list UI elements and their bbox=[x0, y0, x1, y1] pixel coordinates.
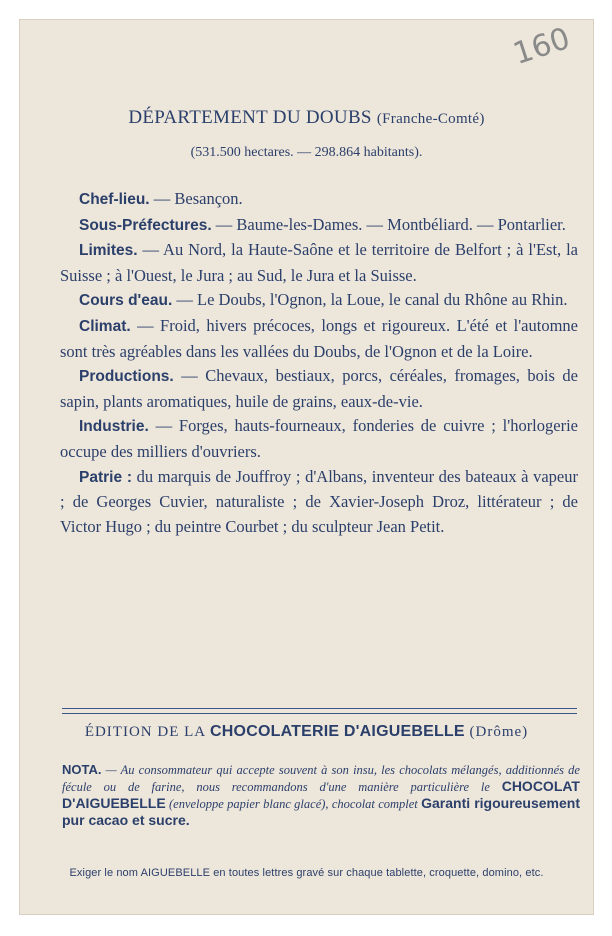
entry-term: Cours d'eau. bbox=[79, 292, 173, 310]
nota-brand: CHOCOLAT D'AIGUEBELLE bbox=[62, 778, 580, 811]
edition-brand: CHOCOLATERIE D'AIGUEBELLE bbox=[210, 723, 465, 740]
entry-text: — Le Doubs, l'Ognon, la Loue, le canal du Rhône au Rhin. bbox=[172, 290, 568, 310]
entry-patrie bbox=[60, 465, 578, 540]
page-subtitle: (531.500 hectares. — 298.864 habitants). bbox=[190, 145, 423, 160]
entry-cours-d-eau bbox=[60, 288, 578, 314]
entry-productions bbox=[60, 364, 578, 414]
entry-term: Chef-lieu. bbox=[79, 191, 150, 208]
divider-top bbox=[62, 708, 577, 709]
entry-term: Climat. bbox=[79, 317, 131, 335]
entry-chef-lieu bbox=[60, 187, 578, 213]
entry-sous-prefectures bbox=[60, 213, 578, 239]
page-title bbox=[19, 107, 594, 129]
handwritten-number: 160 bbox=[508, 21, 575, 72]
entry-term: Patrie : bbox=[79, 468, 133, 486]
entry-text: — Baume-les-Dames. — Montbéliard. — Pontarlier. bbox=[211, 214, 566, 234]
entry-text: — Au Nord, la Haute-Saône et le territoire de Belfort ; à l'Est, la Suisse ; à l'Ouest, le Jura ; au Sud, le Jura et la Suisse. bbox=[60, 240, 578, 285]
edition-suffix: (Drôme) bbox=[469, 724, 529, 740]
entries bbox=[60, 187, 578, 539]
divider-bottom bbox=[62, 713, 577, 714]
entry-term: Productions. bbox=[79, 368, 174, 386]
title-region: (Franche-Comté) bbox=[376, 111, 485, 127]
entry-text: — Chevaux, bestiaux, porcs, céréales, fromages, bois de sapin, plants aromatiques, huile de grains, eaux-de-vie. bbox=[60, 366, 578, 411]
entry-limites bbox=[60, 238, 578, 288]
nota-guarantee: Garanti rigoureusement pur cacao et sucre. bbox=[62, 795, 581, 828]
entry-text: — Froid, hivers précoces, longs et rigoureux. L'été et l'automne sont très agréables dans les vallées du Doubs, de l'Ognon et de la Loire. bbox=[60, 315, 578, 361]
entry-text: — Besançon. bbox=[149, 189, 243, 208]
nota-text-2: (enveloppe papier blanc glacé), chocolat complet bbox=[165, 797, 422, 811]
footer-note: Exiger le nom AIGUEBELLE en toutes lettres gravé sur chaque tablette, croquette, domino, etc. bbox=[69, 867, 544, 879]
entry-term: Industrie. bbox=[79, 418, 149, 436]
entry-text: du marquis de Jouffroy ; d'Albans, inventeur des bateaux à vapeur ; de Georges Cuvier, naturaliste ; de Xavier-Joseph Droz, littérateur ; de Victor Hugo ; du peintre Courbet ; du sculpteur Jean Petit. bbox=[60, 466, 578, 536]
entry-term: Sous-Préfectures. bbox=[79, 216, 212, 234]
nota-label: NOTA. bbox=[62, 762, 102, 777]
entry-text: — Forges, hauts-fourneaux, fonderies de cuivre ; l'horlogerie occupe des milliers d'ouvriers. bbox=[60, 416, 578, 461]
nota-paragraph bbox=[62, 762, 580, 829]
edition-prefix: ÉDITION DE LA bbox=[84, 724, 206, 740]
entry-climat bbox=[60, 314, 578, 364]
entry-term: Limites. bbox=[79, 242, 138, 260]
edition-line bbox=[19, 723, 594, 741]
postcard bbox=[19, 19, 594, 915]
entry-industrie bbox=[60, 414, 578, 464]
title-main: DÉPARTEMENT DU DOUBS bbox=[128, 107, 372, 128]
nota-text-1: — Au consommateur qui accepte souvent à son insu, les chocolats mélangés, additionnés de fécule ou de farine, nous recommandons d'une manière particulière le bbox=[62, 763, 580, 794]
